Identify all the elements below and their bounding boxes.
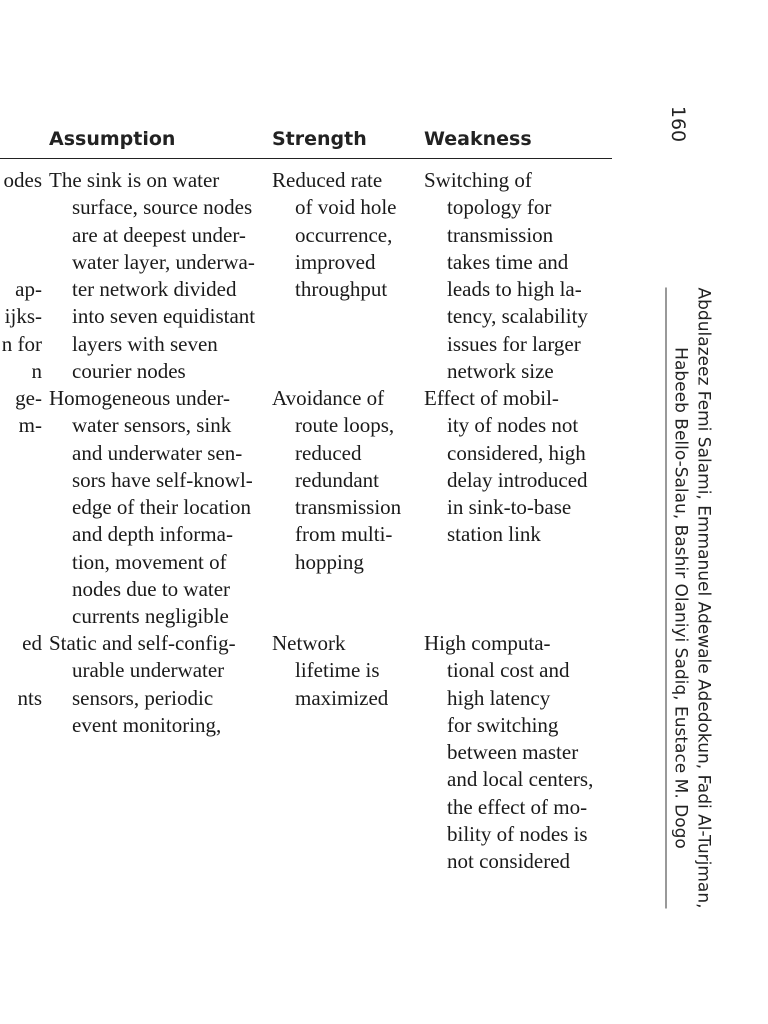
row-1-weakness: Switching of topology for transmission takes time and leads to high la- tency, scalability issues for larger network size	[424, 168, 588, 384]
row-1-assumption: The sink is on water surface, source nodes are at deepest under- water layer, underwa- ter network divided into seven equidistant layers with seven courier nodes	[49, 168, 256, 384]
cut-text	[17, 657, 42, 684]
row-3-strength: Network lifetime is maximized	[272, 631, 389, 710]
cut-text: n for	[1, 331, 42, 356]
row-3-weakness: High computa- tional cost and high latency for switching between master and local centers, the effect of mo- bility of nodes is not considered	[424, 631, 594, 874]
cut-text	[2, 249, 42, 276]
cut-text	[2, 222, 42, 249]
row-3-assumption: Static and self-config- urable underwater sensors, periodic event monitoring,	[49, 631, 236, 737]
cut-text: ed	[22, 631, 42, 655]
cut-text: nts	[17, 685, 42, 710]
header-rule	[0, 158, 612, 159]
cut-text: ijks-	[4, 304, 42, 329]
row-3-cut-column	[0, 630, 42, 720]
cut-text	[2, 194, 42, 221]
running-head-line-1: Abdulazeez Femi Salami, Emmanuel Adewale Adedokun, Fadi Al-Turjman,	[693, 287, 714, 909]
cut-text: n	[31, 359, 42, 384]
cut-text: ge-	[15, 386, 42, 410]
row-2-weakness: Effect of mobil- ity of nodes not considered, high delay introduced in sink-to-base station link	[424, 386, 588, 547]
page-number: 160	[667, 105, 689, 143]
row-1-cut-column	[0, 167, 42, 407]
cut-text: odes	[3, 168, 42, 192]
running-head-line-2: Habeeb Bello-Salau, Bashir Olaniyi Sadiq, Eustace M. Dogo	[670, 347, 691, 849]
row-1-strength: Reduced rate of void hole occurrence, improved throughput	[272, 168, 397, 302]
row-2-assumption: Homogeneous under- water sensors, sink and underwater sen- sors have self-knowl- edge of their location and depth informa- tion, movement of nodes due to water currents negligible	[49, 386, 253, 629]
column-header-weakness: Weakness	[424, 128, 532, 150]
column-header-strength: Strength	[272, 128, 367, 150]
row-2-cut-column	[0, 385, 42, 445]
cut-text: m-	[18, 413, 42, 438]
column-header-assumption: Assumption	[49, 128, 176, 150]
cut-text: ap-	[15, 277, 42, 302]
running-head	[666, 287, 715, 908]
row-2-strength: Avoidance of route loops, reduced redundant transmission from multi- hopping	[272, 386, 402, 574]
